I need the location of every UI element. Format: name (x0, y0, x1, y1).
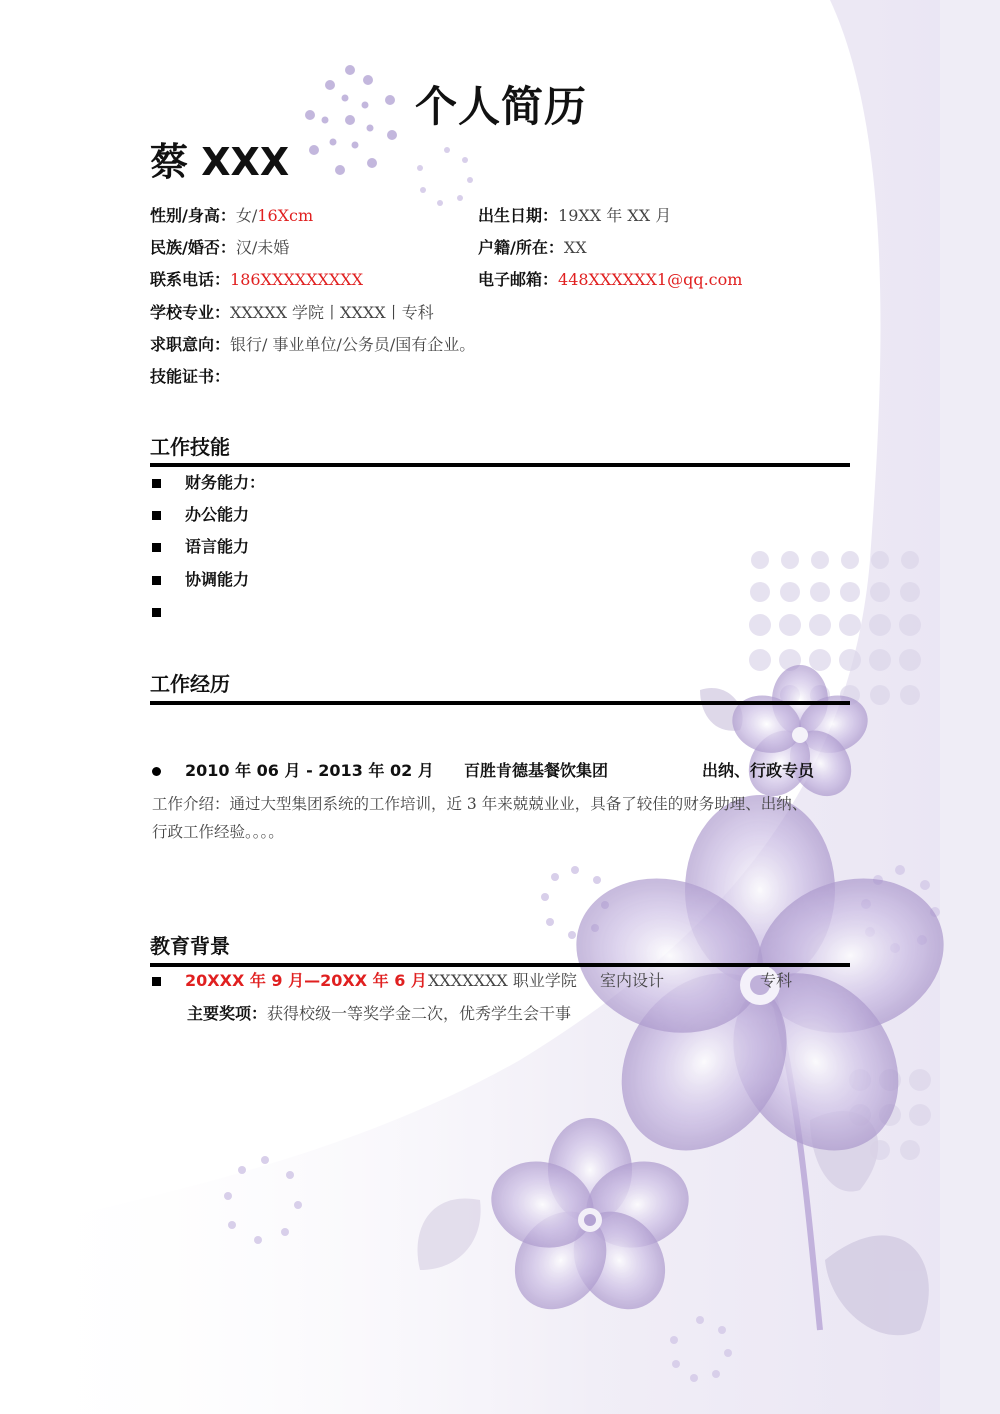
info-job-label: 求职意向： (150, 335, 231, 354)
education-divider (150, 963, 850, 967)
experience-company: 百胜肯德基餐饮集团 (464, 761, 609, 780)
square-bullet-icon (152, 479, 161, 488)
info-phone (150, 269, 363, 291)
skill-item-label: 办公能力 (185, 505, 250, 524)
dot-ring-decoration (305, 65, 397, 175)
education-degree: 专科 (760, 971, 793, 990)
skill-item (152, 601, 185, 623)
person-name: 蔡 XXX (150, 140, 290, 184)
education-school: XXXXXXX 职业学院 (428, 971, 577, 990)
education-awards-label: 主要奖项： (187, 1004, 268, 1023)
info-email-label: 电子邮箱： (478, 270, 559, 289)
experience-entry (152, 760, 434, 782)
info-origin-label: 户籍/所在： (478, 238, 564, 257)
education-awards-value: 获得校级一等奖学金二次，优秀学生会干事 (267, 1004, 572, 1023)
info-ethnic (150, 237, 289, 259)
info-ethnic-label: 民族/婚否： (150, 238, 236, 257)
education-awards (187, 1003, 571, 1025)
info-gender-value: 女/ (235, 206, 258, 225)
page-title: 个人简历 (415, 82, 588, 131)
info-school-value: XXXXX 学院丨XXXX丨专科 (230, 303, 434, 322)
info-phone-label: 联系电话： (150, 270, 231, 289)
info-email (478, 269, 742, 291)
info-origin (478, 237, 587, 259)
info-origin-value: XX (563, 238, 587, 257)
info-birth (478, 205, 671, 227)
info-cert (150, 366, 230, 388)
info-height-value: 16Xcm (257, 206, 314, 225)
skill-item-label: 语言能力 (185, 537, 250, 556)
info-cert-label: 技能证书： (150, 367, 231, 386)
education-heading: 教育背景 (150, 934, 230, 958)
skill-item (152, 569, 249, 591)
info-email-value: 448XXXXXX1@qq.com (558, 270, 743, 289)
experience-description-line: 行政工作经验。。。。 (152, 823, 284, 841)
experience-heading: 工作经历 (150, 672, 230, 696)
experience-description-line: 工作介绍：通过大型集团系统的工作培训，近 3 年来兢兢业业，具备了较佳的财务助理、出纳、 (152, 795, 808, 813)
skill-item-label: 协调能力 (185, 570, 250, 589)
skills-divider (150, 463, 850, 467)
square-bullet-icon (152, 608, 161, 617)
square-bullet-icon (152, 977, 161, 986)
info-job-value: 银行/ 事业单位/公务员/国有企业。 (230, 335, 476, 354)
square-bullet-icon (152, 543, 161, 552)
education-major: 室内设计 (600, 971, 665, 990)
square-bullet-icon (152, 576, 161, 585)
education-period: 20XXX 年 9 月—20XX 年 6 月 (185, 971, 427, 990)
experience-role: 出纳、行政专员 (702, 761, 815, 780)
skill-item (152, 472, 265, 494)
skill-item (152, 536, 249, 558)
info-ethnic-value: 汉/未婚 (235, 238, 290, 257)
skills-heading: 工作技能 (150, 435, 230, 459)
experience-divider (150, 701, 850, 705)
skill-item (152, 504, 249, 526)
info-school (150, 302, 434, 324)
info-birth-label: 出生日期： (478, 206, 559, 225)
info-gender (150, 205, 313, 227)
skill-item-label: 财务能力： (185, 473, 266, 492)
square-bullet-icon (152, 511, 161, 520)
info-birth-value: 19XX 年 XX 月 (558, 206, 672, 225)
education-entry (152, 970, 427, 992)
dot-bullet-icon (152, 767, 161, 776)
info-school-label: 学校专业： (150, 303, 231, 322)
info-phone-value: 186XXXXXXXXX (230, 270, 364, 289)
info-gender-label: 性别/身高： (150, 206, 236, 225)
experience-period: 2010 年 06 月 - 2013 年 02 月 (185, 761, 434, 780)
info-job (150, 334, 475, 356)
